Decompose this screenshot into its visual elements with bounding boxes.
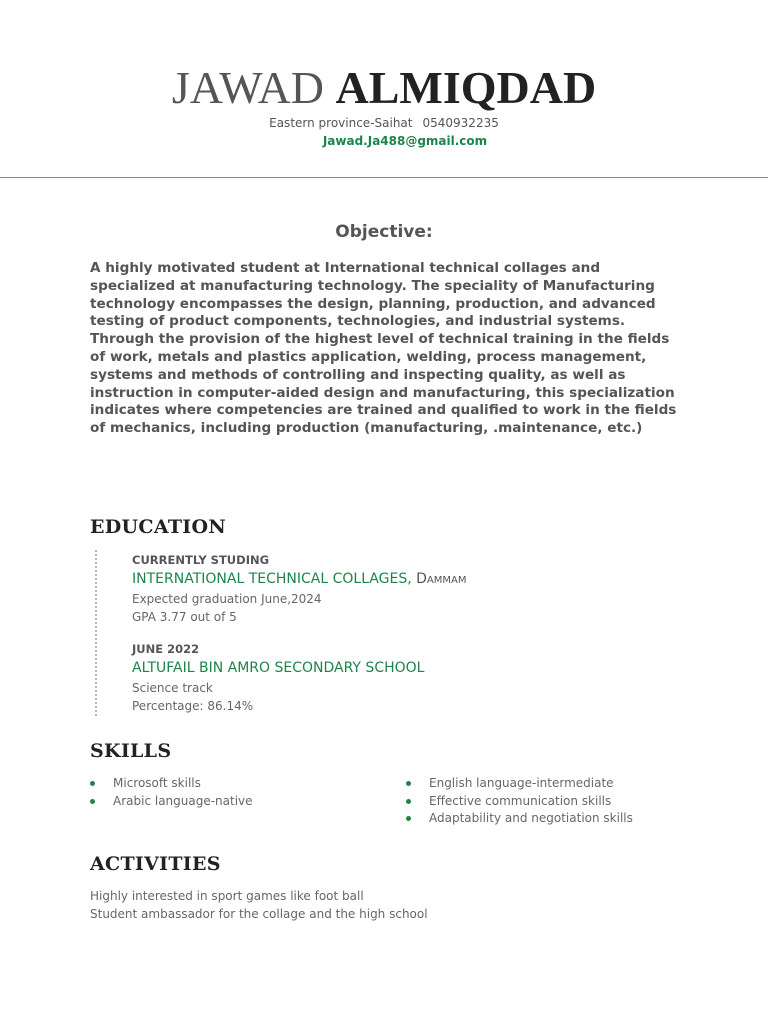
education-entry	[132, 640, 692, 715]
resume-header	[0, 0, 768, 178]
education-detail: GPA 3.77 out of 5	[132, 609, 237, 624]
school-name: ALTUFAIL BIN AMRO SECONDARY SCHOOL	[132, 660, 425, 676]
last-name: ALMIQDAD	[335, 62, 597, 113]
email-link[interactable]: Jawad.Ja488@gmail.com	[322, 134, 488, 148]
education-detail: Expected graduation June,2024	[132, 592, 322, 606]
school-location: Dammam	[416, 571, 467, 587]
phone-text: 0540932235	[422, 116, 499, 130]
skill-item	[406, 775, 633, 793]
contact-line	[0, 116, 768, 130]
education-date: JUNE 2022	[132, 642, 200, 656]
school-name: INTERNATIONAL TECHNICAL COLLAGES,	[132, 571, 412, 587]
activities-list	[90, 888, 428, 923]
skill-item	[90, 793, 253, 811]
bullet-icon	[90, 781, 95, 786]
bullet-icon	[406, 799, 411, 804]
bullet-icon	[90, 799, 95, 804]
objective-heading: Objective:	[335, 222, 433, 242]
education-school	[132, 569, 692, 589]
education-entry	[132, 551, 692, 626]
location-text: Eastern province-Saihat	[269, 116, 413, 130]
skills-list-right	[406, 775, 633, 828]
skill-label: Effective communication skills	[429, 793, 612, 808]
first-name: JAWAD	[171, 62, 325, 113]
education-timeline-divider	[95, 550, 97, 716]
education-school	[132, 658, 692, 678]
bullet-icon	[406, 781, 411, 786]
skill-label: Microsoft skills	[113, 776, 201, 790]
applicant-name	[0, 62, 768, 114]
education-date: CURRENTLY STUDING	[132, 553, 270, 567]
skill-item	[406, 793, 633, 811]
activities-heading: ACTIVITIES	[90, 853, 221, 875]
activity-item: Student ambassador for the collage and the high school	[90, 906, 428, 921]
activity-item: Highly interested in sport games like foot ball	[90, 889, 364, 903]
skill-item	[90, 775, 253, 793]
skill-label: Arabic language-native	[113, 793, 253, 808]
skill-label: English language-intermediate	[429, 776, 614, 790]
education-heading: EDUCATION	[90, 516, 226, 538]
skills-heading: SKILLS	[90, 740, 172, 762]
education-detail: Percentage: 86.14%	[132, 698, 254, 713]
skill-item	[406, 810, 633, 828]
education-detail: Science track	[132, 681, 213, 695]
skills-list-left	[90, 775, 253, 810]
skill-label: Adaptability and negotiation skills	[429, 811, 633, 825]
objective-paragraph: A highly motivated student at International technical collages and specialized at manufacturing technology. The speciality of Manufacturing technology encompasses the design, planning, production, and advanced testing of product components, technologies, and industrial systems. Through the provision of the highest level of technical training in the fields of work, metals and plastics application, welding, process management, systems and methods of controlling and inspecting quality, as well as instruction in computer-aided design and manufacturing, this specialization indicates where competencies are trained and qualified to work in the fields of mechanics, including production (manufacturing, .maintenance, etc.)	[90, 260, 677, 437]
bullet-icon	[406, 816, 411, 821]
